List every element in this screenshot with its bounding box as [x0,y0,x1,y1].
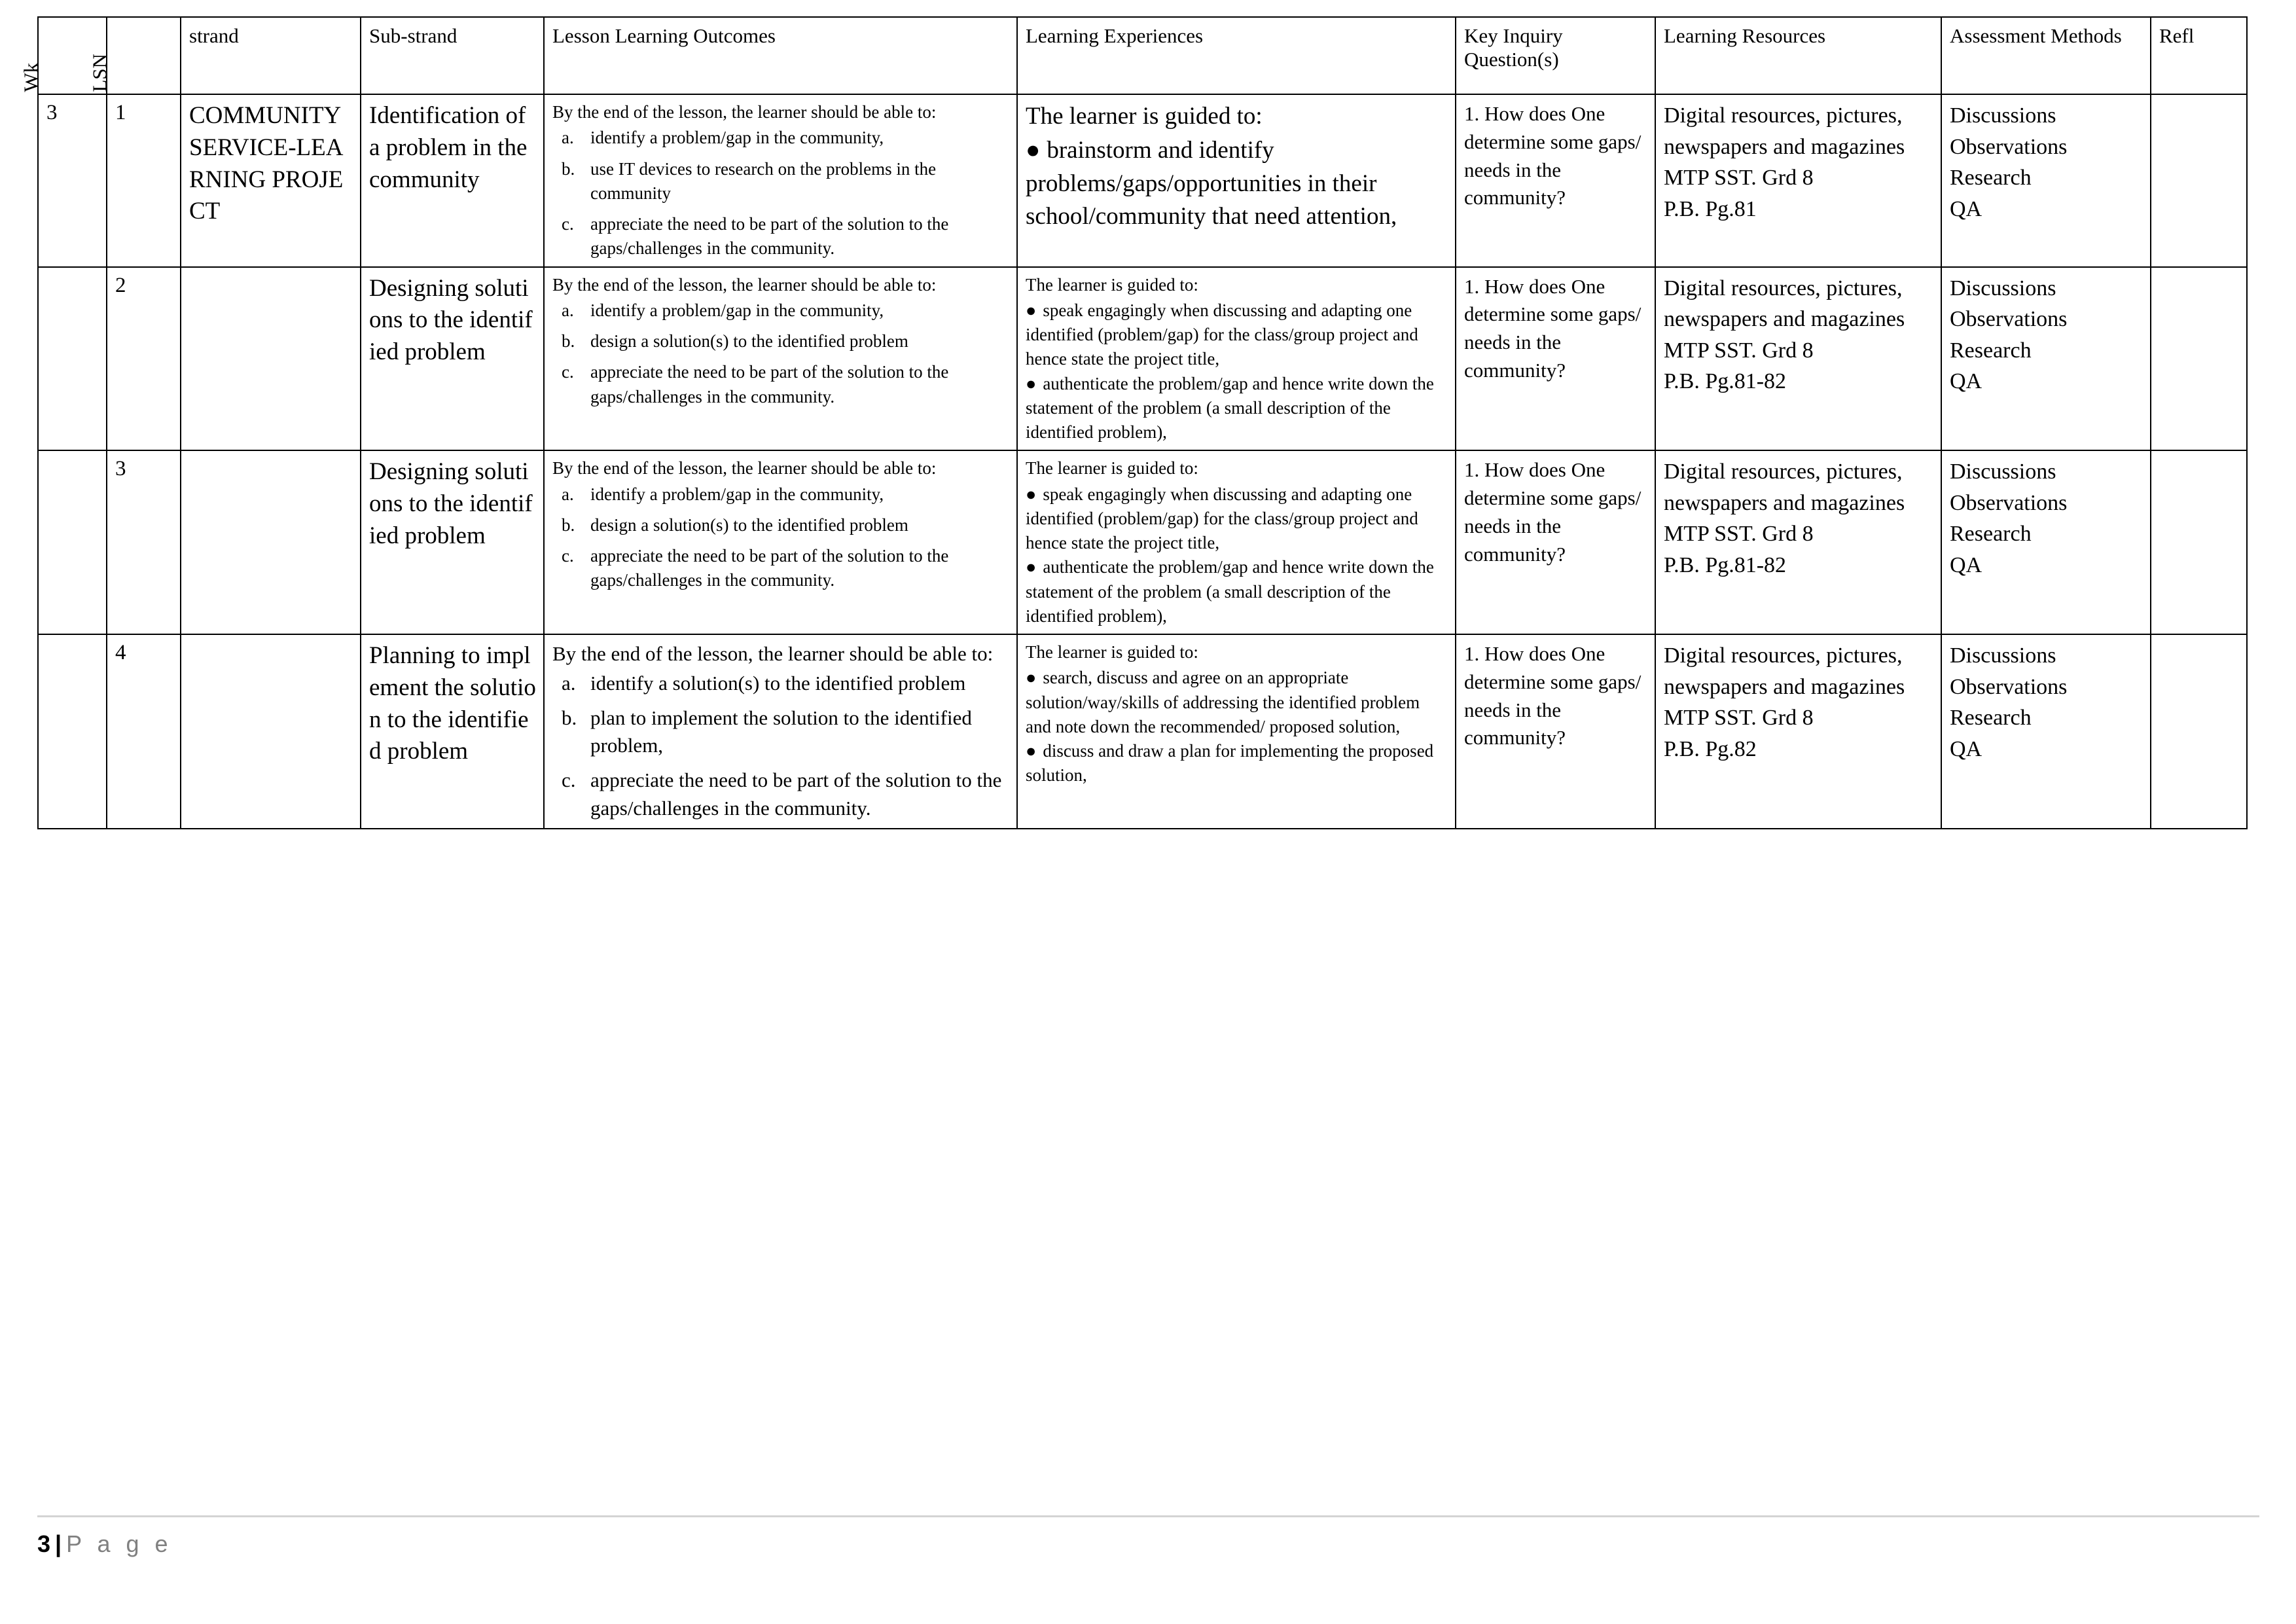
learning-resources-list [1664,273,1934,397]
le-list-item [1026,372,1448,445]
learning-resource-line: MTP SST. Grd 8 [1664,522,1814,547]
assessment-methods-list [1950,273,2144,397]
llo-list-item [552,704,1010,761]
footer-divider [37,1515,2259,1517]
llo-item-marker: c. [562,214,574,234]
learning-resource-line: MTP SST. Grd 8 [1664,166,1814,190]
assessment-method-item: Observations [1950,307,2068,332]
table-row [38,634,2247,829]
le-list [1026,298,1448,445]
cell-week [38,267,107,451]
learning-resources-list [1664,456,1934,581]
le-item-text: speak engagingly when discussing and adapting one identified (problem/gap) for the class/group project and hence state the project title, [1026,484,1418,552]
llo-item-marker: c. [562,546,574,566]
llo-item-marker: c. [562,362,574,382]
le-lead-text: The learner is guided to: [1026,274,1198,295]
cell-learning-resources [1655,450,1941,634]
cell-key-inquiry-question: 1. How does One determine some gaps/ needs in the community? [1456,94,1655,267]
llo-list [552,298,1010,409]
le-item-text: authenticate the problem/gap and hence write down the statement of the problem (a small description of the identified problem), [1026,373,1434,442]
cell-strand [181,267,361,451]
cell-reflection [2151,634,2247,829]
column-header-lesson-learning-outcomes: Lesson Learning Outcomes [544,17,1017,94]
llo-item-marker: a. [562,484,574,504]
column-header-key-inquiry-questions: Key Inquiry Question(s) [1456,17,1655,94]
scheme-of-work-table [19,16,2248,829]
llo-item-text: appreciate the need to be part of the solution to the gaps/challenges in the community. [590,768,1002,820]
le-list [1026,134,1448,233]
llo-item-text: plan to implement the solution to the identified problem, [590,706,972,757]
cell-sub-strand: Designing solutions to the identified problem [361,450,544,634]
column-header-wk-label: Wk [19,63,43,92]
column-header-refl: Refl [2151,17,2247,94]
learning-resource-line: Digital resources, pictures, newspapers and magazines [1664,460,1905,515]
cell-learning-experiences [1017,634,1456,829]
footer-page-number: 3 [37,1530,52,1557]
llo-item-text: identify a problem/gap in the community, [590,484,884,504]
cell-lesson-number: 1 [107,94,181,267]
cell-strand [181,450,361,634]
table-body [38,94,2247,829]
cell-learning-experiences [1017,94,1456,267]
le-lead-text: The learner is guided to: [1026,642,1198,662]
le-list-item [1026,555,1448,628]
le-lead-text: The learner is guided to: [1026,103,1263,130]
assessment-methods-list [1950,456,2144,581]
le-list-item [1026,298,1448,372]
llo-lead-text: By the end of the lesson, the learner should be able to: [552,274,937,295]
assessment-method-item: Discussions [1950,460,2056,484]
llo-item-text: appreciate the need to be part of the solution to the gaps/challenges in the community. [590,362,949,406]
column-header-sub-strand: Sub-strand [361,17,544,94]
llo-item-marker: b. [562,158,575,179]
llo-list-item [552,329,1010,353]
cell-assessment-methods [1941,94,2151,267]
le-list-item [1026,482,1448,556]
llo-item-marker: c. [562,768,576,792]
llo-item-text: identify a problem/gap in the community, [590,128,884,148]
llo-list [552,482,1010,593]
cell-sub-strand: Identification of a problem in the community [361,94,544,267]
le-list-item [1026,134,1448,233]
assessment-method-item: Research [1950,522,2032,547]
cell-week: 3 [38,94,107,267]
cell-lesson-number: 3 [107,450,181,634]
cell-assessment-methods [1941,634,2151,829]
cell-learning-resources [1655,267,1941,451]
cell-lesson-learning-outcomes [544,267,1017,451]
llo-list-item [552,670,1010,698]
assessment-method-item: Research [1950,338,2032,363]
le-item-text: brainstorm and identify problems/gaps/opportunities in their school/community that need attention, [1026,137,1397,230]
le-list [1026,666,1448,787]
learning-resource-line: Digital resources, pictures, newspapers and magazines [1664,276,1905,332]
llo-item-marker: b. [562,331,575,351]
table-row [38,267,2247,451]
llo-item-text: design a solution(s) to the identified problem [590,514,908,535]
llo-item-marker: b. [562,514,575,535]
llo-item-text: use IT devices to research on the problems in the community [590,158,937,203]
cell-reflection [2151,267,2247,451]
cell-strand [181,634,361,829]
llo-item-marker: a. [562,300,574,320]
llo-item-marker: b. [562,706,577,729]
cell-reflection [2151,450,2247,634]
le-item-text: search, discuss and agree on an appropriate solution/way/skills of addressing the identified problem and note down the recommended/ proposed solution, [1026,668,1420,736]
learning-resource-line: P.B. Pg.81 [1664,196,1757,221]
llo-lead-text: By the end of the lesson, the learner should be able to: [552,102,937,122]
cell-sub-strand: Planning to implement the solution to the identified problem [361,634,544,829]
cell-reflection [2151,94,2247,267]
footer-separator: | [55,1530,63,1557]
cell-key-inquiry-question: 1. How does One determine some gaps/ needs in the community? [1456,450,1655,634]
assessment-methods-list [1950,100,2144,225]
bullet-icon: ● [1026,137,1041,164]
llo-item-marker: a. [562,128,574,148]
table-row [38,94,2247,267]
assessment-method-item: Research [1950,166,2032,190]
llo-list [552,126,1010,261]
learning-resource-line: P.B. Pg.82 [1664,736,1757,761]
assessment-method-item: Observations [1950,674,2068,699]
llo-list-item [552,767,1010,823]
llo-item-text: appreciate the need to be part of the solution to the gaps/challenges in the community. [590,214,949,259]
bullet-icon: ● [1026,668,1037,688]
llo-list-item [552,360,1010,409]
column-header-lsn-label: LSN [88,54,111,92]
learning-resource-line: MTP SST. Grd 8 [1664,706,1814,731]
learning-resource-line: MTP SST. Grd 8 [1664,338,1814,363]
le-list-item [1026,666,1448,739]
cell-learning-resources [1655,94,1941,267]
assessment-method-item: QA [1950,369,1982,394]
cell-assessment-methods [1941,267,2151,451]
le-item-text: discuss and draw a plan for implementing the proposed solution, [1026,741,1434,785]
le-list [1026,482,1448,629]
cell-week [38,634,107,829]
cell-learning-experiences [1017,450,1456,634]
cell-learning-experiences [1017,267,1456,451]
llo-item-text: design a solution(s) to the identified problem [590,331,908,351]
bullet-icon: ● [1026,484,1037,504]
le-item-text: authenticate the problem/gap and hence write down the statement of the problem (a small description of the identified problem), [1026,557,1434,626]
llo-item-text: appreciate the need to be part of the solution to the gaps/challenges in the community. [590,546,949,590]
llo-item-text: identify a solution(s) to the identified problem [590,671,966,695]
cell-strand: COMMUNITY SERVICE-LEARNING PROJECT [181,94,361,267]
llo-list-item [552,298,1010,323]
cell-lesson-learning-outcomes [544,450,1017,634]
learning-resources-list [1664,100,1934,225]
learning-resource-line: P.B. Pg.81-82 [1664,369,1787,394]
cell-key-inquiry-question: 1. How does One determine some gaps/ needs in the community? [1456,267,1655,451]
learning-resource-line: Digital resources, pictures, newspapers and magazines [1664,643,1905,699]
cell-key-inquiry-question: 1. How does One determine some gaps/ needs in the community? [1456,634,1655,829]
llo-list-item [552,544,1010,593]
bullet-icon: ● [1026,373,1037,393]
learning-resources-list [1664,640,1934,765]
cell-lesson-number: 2 [107,267,181,451]
assessment-method-item: Observations [1950,134,2068,159]
le-item-text: speak engagingly when discussing and adapting one identified (problem/gap) for the class/group project and hence state the project title, [1026,300,1418,369]
llo-list-item [552,482,1010,507]
llo-list-item [552,126,1010,150]
assessment-method-item: Discussions [1950,103,2056,128]
assessment-method-item: QA [1950,736,1982,761]
le-list-item [1026,739,1448,788]
assessment-method-item: Discussions [1950,276,2056,300]
cell-lesson-number: 4 [107,634,181,829]
column-header-lsn [88,17,181,94]
cell-assessment-methods [1941,450,2151,634]
le-lead-text: The learner is guided to: [1026,458,1198,478]
column-header-strand: strand [181,17,361,94]
llo-lead-text: By the end of the lesson, the learner should be able to: [552,642,994,665]
assessment-method-item: Research [1950,706,2032,731]
column-header-learning-experiences: Learning Experiences [1017,17,1456,94]
assessment-method-item: QA [1950,553,1982,578]
page-footer [37,1530,173,1558]
bullet-icon: ● [1026,741,1037,761]
cell-lesson-learning-outcomes [544,94,1017,267]
llo-lead-text: By the end of the lesson, the learner should be able to: [552,458,937,478]
table-header-row [38,17,2247,94]
column-header-assessment-methods: Assessment Methods [1941,17,2151,94]
llo-list-item [552,157,1010,206]
cell-lesson-learning-outcomes [544,634,1017,829]
assessment-method-item: Observations [1950,490,2068,515]
llo-list [552,670,1010,823]
llo-list-item [552,212,1010,261]
cell-week [38,450,107,634]
cell-learning-resources [1655,634,1941,829]
assessment-methods-list [1950,640,2144,765]
learning-resource-line: Digital resources, pictures, newspapers and magazines [1664,103,1905,159]
bullet-icon: ● [1026,300,1037,320]
table-row [38,450,2247,634]
assessment-method-item: QA [1950,196,1982,221]
column-header-learning-resources: Learning Resources [1655,17,1941,94]
llo-item-text: identify a problem/gap in the community, [590,300,884,320]
cell-sub-strand: Designing solutions to the identified problem [361,267,544,451]
llo-item-marker: a. [562,671,576,695]
bullet-icon: ● [1026,557,1037,577]
footer-page-label: P a g e [66,1530,173,1557]
llo-list-item [552,513,1010,537]
learning-resource-line: P.B. Pg.81-82 [1664,553,1787,578]
assessment-method-item: Discussions [1950,643,2056,668]
